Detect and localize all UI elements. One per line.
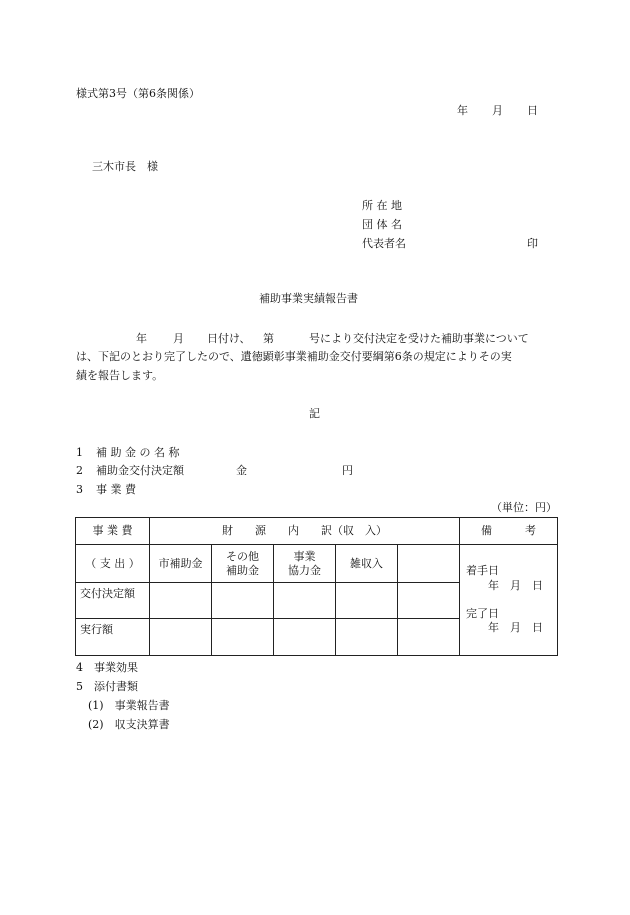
item3-number: 3 (76, 483, 83, 496)
date-day: 日 (527, 104, 538, 117)
seal-mark: 印 (527, 237, 538, 250)
end-label: 完了日 (466, 607, 499, 620)
form-id: 様式第3号（第6条関係） (76, 87, 200, 100)
start-date: 年 月 日 (488, 578, 543, 592)
body-month: 月 (173, 332, 184, 345)
document-title: 補助事業実績報告書 (259, 292, 358, 305)
col-misc-income: 雑収入 (336, 545, 398, 583)
row-actual-label: 実行額 (76, 619, 150, 656)
col-coop-line2: 協力金 (288, 563, 321, 577)
item4: 4 事業効果 (76, 661, 138, 674)
row-decision-label: 交付決定額 (76, 583, 150, 619)
date-month: 月 (492, 104, 503, 117)
col-coop-line1: 事業 (293, 549, 316, 563)
unit-note: （単位：円） (491, 501, 557, 514)
date-year: 年 (457, 104, 468, 117)
cell (150, 583, 212, 619)
col-coop-fund (274, 545, 336, 583)
address-label: 所 在 地 (362, 199, 402, 212)
col-other-line1: その他 (226, 549, 259, 563)
header-jigyouhi: 事 業 費 (76, 518, 150, 545)
item5: 5 添付書類 (76, 680, 138, 693)
col-other-line2: 補助金 (226, 563, 259, 577)
ki-heading: 記 (309, 407, 320, 420)
org-label: 団 体 名 (362, 218, 402, 231)
body-line1-rest: 号により交付決定を受けた補助事業について (309, 332, 529, 345)
cell (150, 619, 212, 656)
cell (274, 583, 336, 619)
item2-yen: 円 (342, 464, 353, 477)
item1-number: 1 (76, 446, 83, 459)
body-year: 年 (136, 332, 147, 345)
addressee: 三木市長 様 (92, 160, 158, 173)
body-dai: 第 (263, 332, 274, 345)
remarks-cell (460, 545, 558, 656)
end-date: 年 月 日 (488, 621, 543, 635)
body-day: 日付け、 (207, 332, 251, 345)
item2-number: 2 (76, 464, 83, 477)
expense-table (75, 517, 558, 656)
item1-label: 補 助 金 の 名 称 (96, 446, 180, 459)
cell (212, 619, 274, 656)
cell (274, 619, 336, 656)
cell (212, 583, 274, 619)
col-blank (398, 545, 460, 583)
attachment-1: (1) 事業報告書 (88, 699, 170, 712)
item2-label: 補助金交付決定額 (96, 464, 184, 477)
body-line2: は、下記のとおり完了したので、遺徳顕彰事業補助金交付要綱第6条の規定によりその実 (76, 350, 512, 363)
header-zaigen: 財 源 内 訳（収 入） (150, 518, 460, 545)
item3-label: 事 業 費 (96, 483, 136, 496)
header-bikou: 備 考 (460, 518, 558, 545)
col-city-subsidy: 市補助金 (150, 545, 212, 583)
start-label: 着手日 (466, 564, 499, 578)
cell (398, 619, 460, 656)
rep-label: 代表者名 (362, 237, 406, 250)
header-shishutsu: （ 支 出 ） (76, 545, 150, 583)
body-line3: 績を報告します。 (76, 369, 164, 382)
cell (336, 619, 398, 656)
attachment-2: (2) 収支決算書 (88, 718, 170, 731)
col-other-subsidy (212, 545, 274, 583)
cell (336, 583, 398, 619)
item2-kin: 金 (236, 464, 247, 477)
cell (398, 583, 460, 619)
